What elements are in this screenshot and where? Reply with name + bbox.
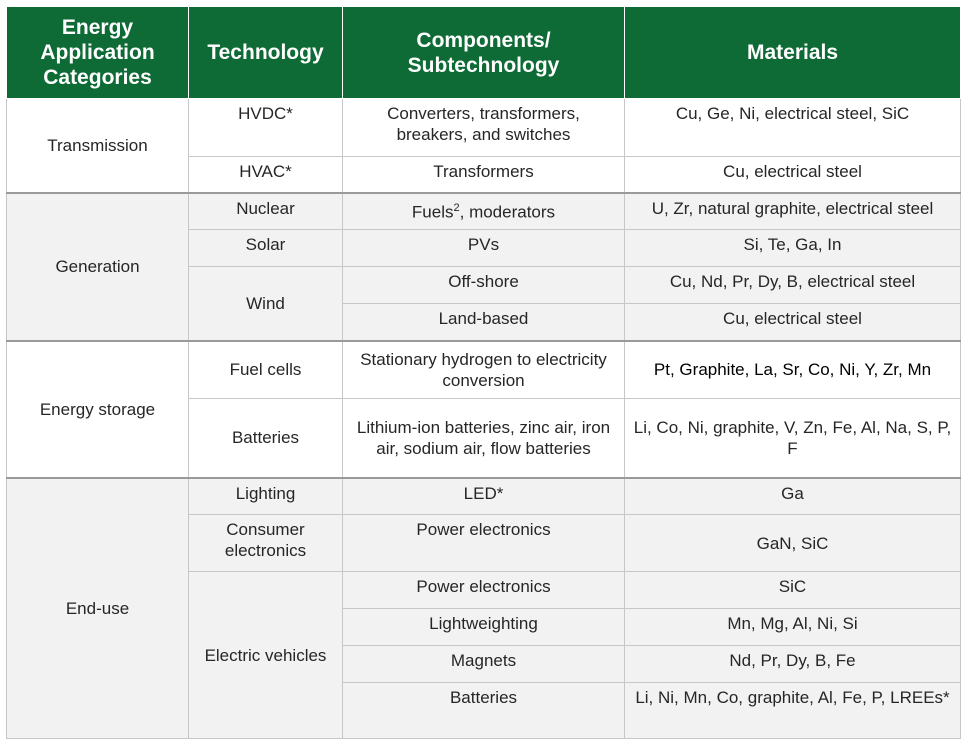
category-cell: End-use	[7, 478, 189, 739]
group-generation	[7, 193, 961, 341]
header-row	[7, 7, 961, 99]
group-transmission	[7, 99, 961, 193]
materials-cell: Li, Ni, Mn, Co, graphite, Al, Fe, P, LREEs*	[625, 683, 961, 739]
materials-cell: Pt, Graphite, La, Sr, Co, Ni, Y, Zr, Mn	[625, 341, 961, 399]
materials-cell: SiC	[625, 572, 961, 609]
components-cell: Converters, transformers, breakers, and switches	[343, 99, 625, 157]
category-cell: Transmission	[7, 99, 189, 193]
table-row	[7, 99, 961, 157]
components-cell: Lithium-ion batteries, zinc air, iron air, sodium air, flow batteries	[343, 399, 625, 478]
table-header	[7, 7, 961, 99]
header-energy-application-categories: Energy Application Categories	[7, 7, 189, 99]
components-cell: Transformers	[343, 157, 625, 193]
components-text: Fuels	[411, 202, 454, 222]
table-row	[7, 478, 961, 515]
technology-cell: Batteries	[189, 399, 343, 478]
components-cell: Lightweighting	[343, 609, 625, 646]
group-energy-storage	[7, 341, 961, 478]
technology-cell: Solar	[189, 230, 343, 267]
materials-cell: GaN, SiC	[625, 515, 961, 572]
materials-cell: U, Zr, natural graphite, electrical steel	[625, 193, 961, 230]
table-row	[7, 193, 961, 230]
components-cell: Magnets	[343, 646, 625, 683]
components-cell: PVs	[343, 230, 625, 267]
header-materials: Materials	[625, 7, 961, 99]
technology-cell: Wind	[189, 267, 343, 341]
materials-cell: Cu, Ge, Ni, electrical steel, SiC	[625, 99, 961, 157]
materials-cell: Ga	[625, 478, 961, 515]
critical-materials-table	[6, 6, 961, 739]
technology-cell: Electric vehicles	[189, 572, 343, 739]
header-technology: Technology	[189, 7, 343, 99]
table-row	[7, 341, 961, 399]
components-cell: Off-shore	[343, 267, 625, 304]
components-cell: Stationary hydrogen to electricity conversion	[343, 341, 625, 399]
group-end-use	[7, 478, 961, 739]
components-cell: LED*	[343, 478, 625, 515]
materials-cell: Cu, Nd, Pr, Dy, B, electrical steel	[625, 267, 961, 304]
technology-cell: Nuclear	[189, 193, 343, 230]
components-cell: Power electronics	[343, 515, 625, 572]
components-cell: Power electronics	[343, 572, 625, 609]
technology-cell: HVDC*	[189, 99, 343, 157]
header-components-subtechnology: Components/ Subtechnology	[343, 7, 625, 99]
critical-materials-table-container	[6, 6, 961, 739]
components-cell: Batteries	[343, 683, 625, 739]
category-cell: Energy storage	[7, 341, 189, 478]
technology-cell: HVAC*	[189, 157, 343, 193]
materials-cell: Nd, Pr, Dy, B, Fe	[625, 646, 961, 683]
technology-cell: Fuel cells	[189, 341, 343, 399]
category-cell: Generation	[7, 193, 189, 341]
components-text: , moderators	[459, 202, 556, 222]
materials-cell: Li, Co, Ni, graphite, V, Zn, Fe, Al, Na, S, P, F	[625, 399, 961, 478]
components-cell	[343, 193, 625, 230]
materials-cell: Cu, electrical steel	[625, 157, 961, 193]
materials-cell: Mn, Mg, Al, Ni, Si	[625, 609, 961, 646]
technology-cell: Lighting	[189, 478, 343, 515]
materials-cell: Cu, electrical steel	[625, 304, 961, 341]
footnote-superscript: 2	[453, 201, 460, 214]
materials-cell: Si, Te, Ga, In	[625, 230, 961, 267]
technology-cell: Consumer electronics	[189, 515, 343, 572]
components-cell: Land-based	[343, 304, 625, 341]
